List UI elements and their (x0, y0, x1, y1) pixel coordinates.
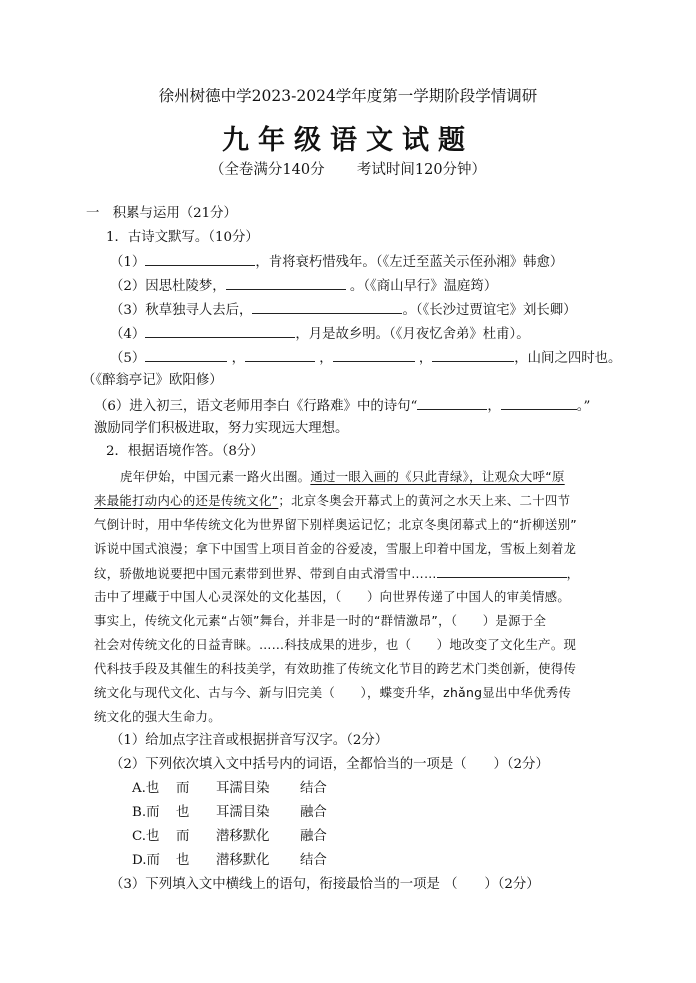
option-word: 融合 (300, 829, 327, 844)
passage-text: 虎年伊始，中国元素一路火出圈。 (120, 469, 311, 484)
question-2-heading: 2．根据语境作答。（8分） (106, 444, 264, 459)
item-text: （3）秋草独寻人去后， (110, 303, 253, 318)
exam-time: 考试时间120分钟） (356, 162, 487, 178)
q1-item-1 (110, 251, 563, 273)
q1-item-4 (110, 323, 530, 345)
answer-blank[interactable] (145, 251, 255, 266)
passage-line-5 (94, 563, 579, 584)
item-text: 。” (576, 399, 591, 414)
option-b[interactable] (132, 803, 327, 823)
item-text: ，山间之四时也。 (514, 351, 622, 366)
item-text: 。（《长沙过贾谊宅》刘长卿） (402, 303, 577, 318)
separator: ， (566, 566, 580, 581)
option-label: D.而 (132, 853, 160, 868)
option-c[interactable] (132, 827, 327, 847)
answer-blank[interactable] (432, 347, 514, 362)
answer-blank[interactable] (245, 347, 315, 362)
option-word: 也 (176, 853, 190, 868)
passage-line-8: 社会对传统文化的日益青睐。……科技成果的进步，也（ ）地改变了文化生产。现 (94, 637, 577, 652)
school-title: 徐州树德中学2023-2024学年度第一学期阶段学情调研 (158, 87, 538, 105)
option-a[interactable] (132, 779, 327, 799)
q1-item-2 (110, 275, 497, 297)
passage-text: ；北京冬奥会开幕式上的黄河之水天上来、二十四节 (278, 493, 571, 508)
item-text: 。（《商山早行》温庭筠） (349, 279, 498, 294)
separator: ， (418, 351, 433, 366)
option-word: 耳濡目染 (216, 805, 270, 820)
passage-line-6: 击中了埋藏于中国人心灵深处的文化基因，（ ）向世界传递了中国人的审美情感。 (94, 589, 571, 604)
separator: ， (231, 351, 245, 366)
item-text: ，肯将衰朽惜残年。（《左迁至蓝关示侄孙湘》韩愈） (255, 255, 564, 270)
option-word: 而 (176, 829, 190, 844)
answer-blank[interactable] (145, 347, 227, 362)
q1-item-3 (110, 299, 577, 321)
separator: ， (319, 351, 333, 366)
q2-sub-1: （1）给加点字注音或根据拼音写汉字。（2分） (110, 733, 389, 748)
item-number: （4） (110, 327, 146, 342)
underlined-sentence: 来最能打动内心的还是传统文化” (94, 493, 279, 508)
option-word: 融合 (300, 805, 327, 820)
passage-line-9: 代科技手段及其催生的科技美学，有效助推了传统文化节目的跨艺术门类创新，使得传 (94, 661, 577, 676)
option-word: 结合 (300, 781, 327, 796)
passage-text: 纹，骄傲地说要把中国元素带到世界、带到自由式滑雪中…… (94, 566, 437, 581)
option-word: 耳濡目染 (216, 781, 270, 796)
underlined-sentence: 通过一眼入画的《只此青绿》，让观众大呼“原 (310, 469, 565, 484)
option-word: 潜移默化 (216, 829, 270, 844)
answer-blank[interactable] (333, 347, 415, 362)
answer-blank[interactable] (145, 323, 295, 338)
item-number: （5） (110, 351, 146, 366)
passage-line-2 (94, 491, 570, 511)
q1-item-5-source: （《醉翁亭记》欧阳修） (82, 373, 223, 388)
q2-sub-3: （3）下列填入文中横线上的语句，衔接最恰当的一项是 （ ）（2分） (110, 877, 540, 892)
exam-meta (0, 160, 696, 180)
separator: ， (487, 399, 501, 414)
item-text: ，月是故乡明。（《月夜忆舍弟》杜甫）。 (295, 327, 530, 342)
full-score: （全卷满分140分 (209, 162, 325, 178)
section-heading: 一 积累与运用（21分） (86, 206, 237, 221)
passage-line-3: 气倒计时，用中华传统文化为世界留下别样奥运记忆；北京冬奥闭幕式上的“折柳送别” (94, 517, 577, 532)
option-d[interactable] (132, 851, 327, 871)
item-text: （6）进入初三，语文老师用李白《行路难》中的诗句“ (94, 399, 418, 414)
option-word: 结合 (300, 853, 327, 868)
passage-line-1 (120, 467, 565, 487)
q1-item-5 (110, 347, 621, 369)
question-1-heading: 1．古诗文默写。（10分） (106, 230, 259, 245)
answer-blank[interactable] (226, 275, 346, 290)
passage-line-11: 统文化的强大生命力。 (94, 709, 221, 724)
answer-blank[interactable] (417, 395, 487, 410)
passage-line-7: 事实上，传统文化元素“占领”舞台，并非是一时的“群情激昂”，（ ）是源于全 (94, 613, 547, 628)
q2-sub-2: （2）下列依次填入文中括号内的词语，全都恰当的一项是（ ）（2分） (110, 757, 549, 772)
answer-blank[interactable] (501, 395, 577, 410)
option-label: A.也 (132, 781, 160, 796)
passage-line-10: 统文化与现代文化、古与今、新与旧完美（ ），蝶变升华，zhǎng显出中华优秀传 (94, 685, 572, 700)
option-word: 也 (176, 805, 190, 820)
item-text: （2）因思杜陵梦， (110, 279, 226, 294)
answer-blank[interactable] (437, 563, 567, 578)
answer-blank[interactable] (252, 299, 402, 314)
option-word: 而 (176, 781, 190, 796)
exam-title: 九年级语文试题 (222, 125, 474, 156)
option-word: 潜移默化 (216, 853, 270, 868)
option-label: B.而 (132, 805, 160, 820)
q1-item-6-line2: 激励同学们积极进取，努力实现远大理想。 (94, 421, 349, 436)
q1-item-6 (94, 395, 590, 417)
passage-line-4: 诉说中国式浪漫；拿下中国雪上项目首金的谷爱凌，雪服上印着中国龙，雪板上刻着龙 (94, 541, 577, 556)
item-number: （1） (110, 255, 146, 270)
option-label: C.也 (132, 829, 160, 844)
